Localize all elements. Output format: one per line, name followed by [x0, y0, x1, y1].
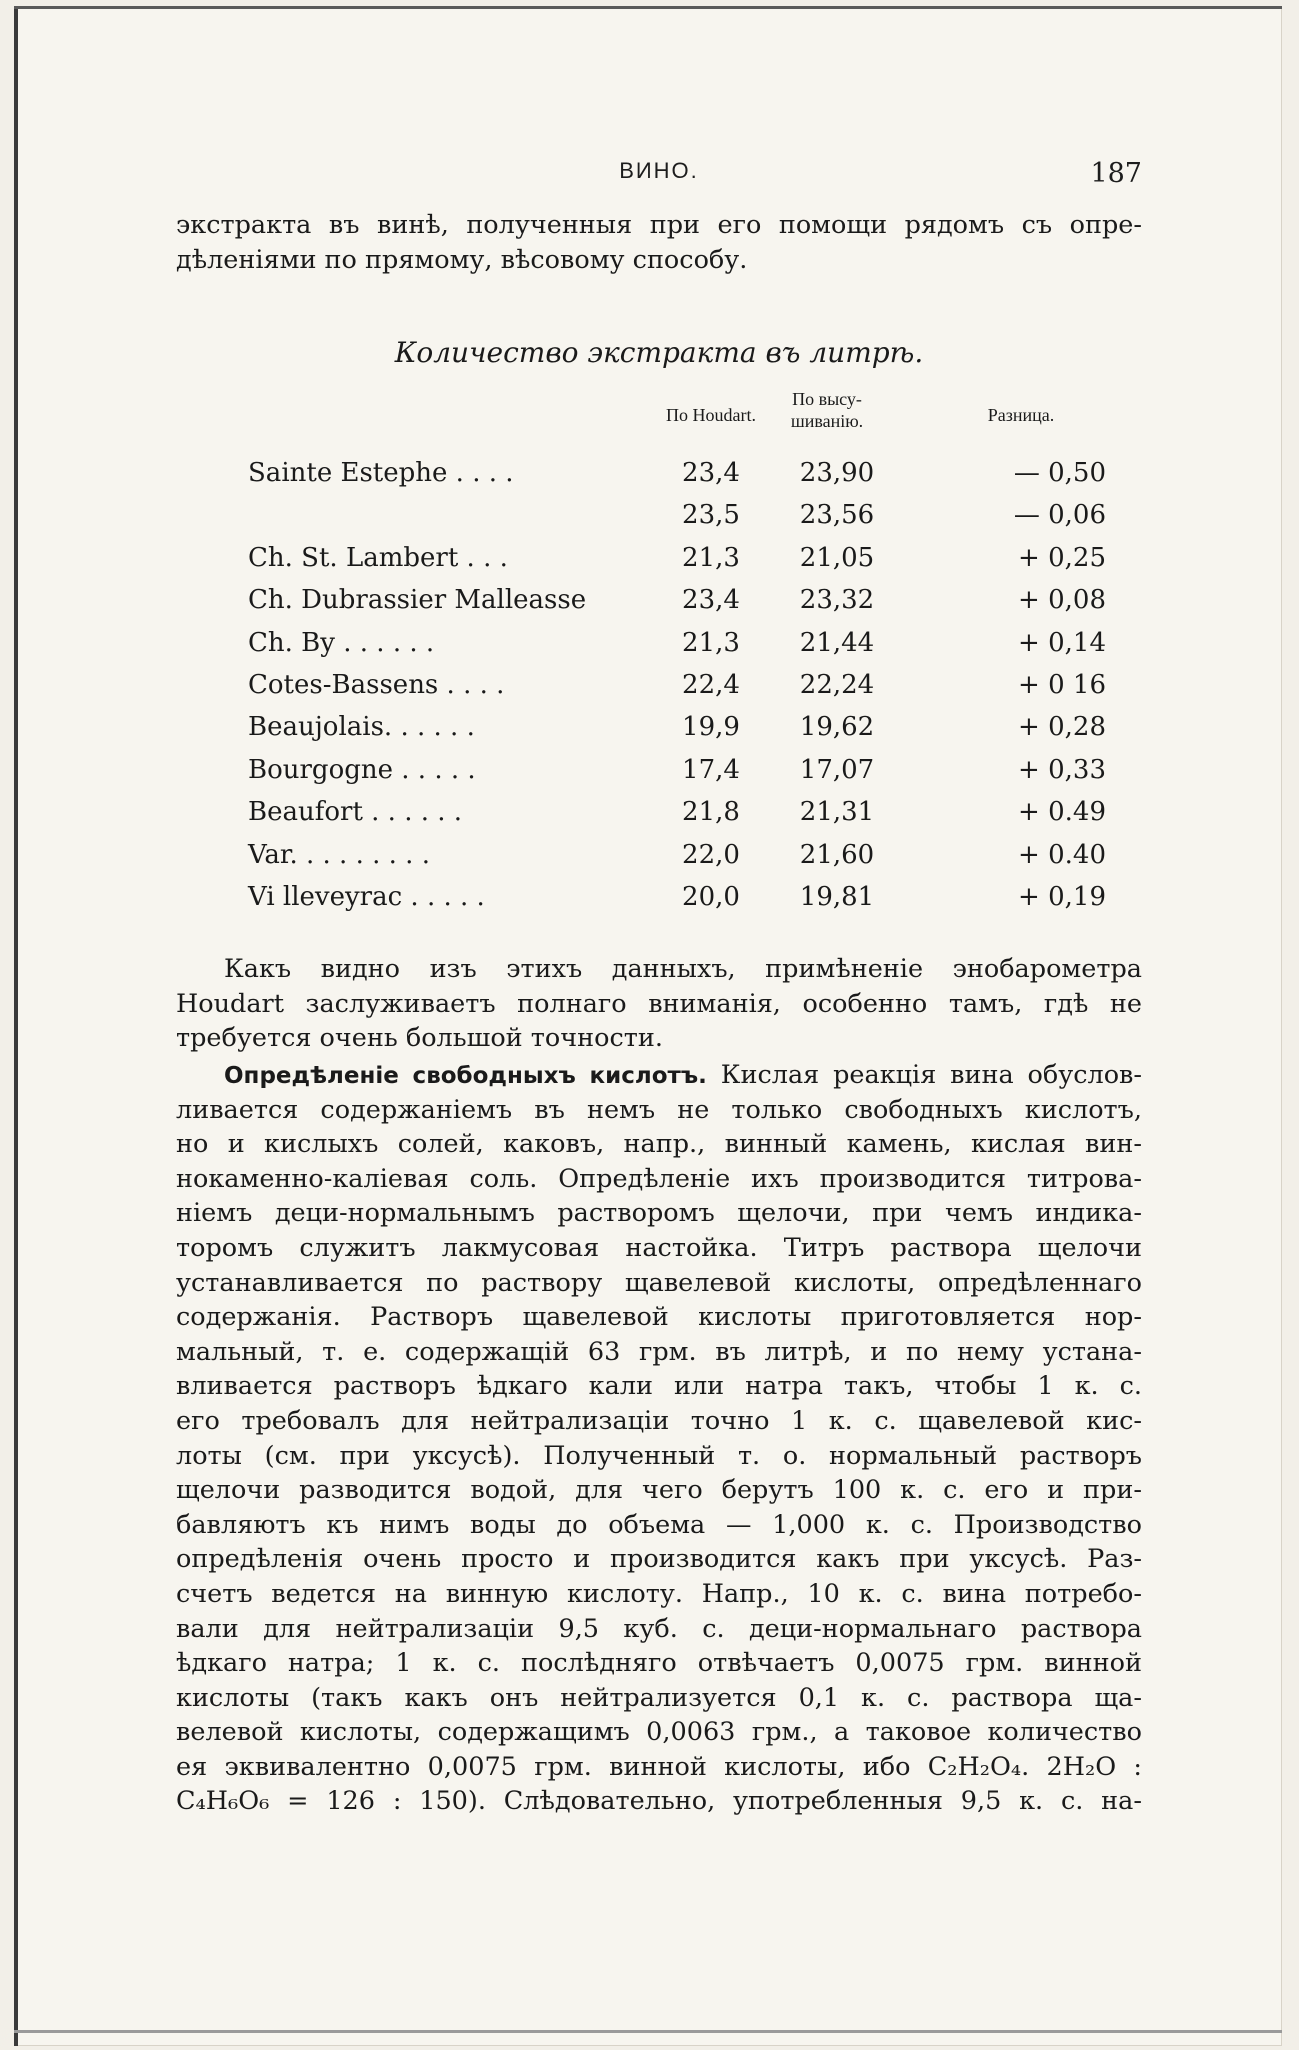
wine-name: Ch. St. Lambert . . .	[248, 542, 508, 573]
wine-name: Cotes-Bassens . . . .	[248, 669, 505, 700]
paragraph-free-acids	[176, 1058, 1142, 1819]
text-line: ливается содержаніемъ въ немъ не только свободныхъ кислотъ,	[176, 1094, 1142, 1125]
wine-name: Ch. By . . . . . .	[248, 627, 435, 658]
value-dried: 21,31	[799, 797, 875, 828]
value-dried: 23,32	[799, 585, 875, 616]
text-line: но и кислыхъ солей, каковъ, напр., винный камень, кислая вин-	[176, 1129, 1142, 1160]
text-line: Houdart заслуживаетъ полнаго вниманія, особенно тамъ, гдѣ не	[176, 988, 1142, 1019]
wine-name: Bourgogne . . . . .	[248, 754, 476, 785]
text-span: Какъ видно изъ этихъ данныхъ, примѣненіе энобарометра	[224, 954, 1142, 984]
value-dried: 19,81	[799, 881, 875, 912]
table-row	[176, 797, 1142, 839]
text-line: вливается растворъ ѣдкаго кали или натра такъ, чтобы 1 к. с.	[176, 1371, 1142, 1402]
column-header-dried-line1: По высу-	[792, 389, 862, 409]
value-difference: — 0,50	[1013, 458, 1106, 488]
text-line: ѣдкаго натра; 1 к. с. послѣдняго отвѣчаетъ 0,0075 грм. винной	[176, 1648, 1142, 1679]
text-line: экстракта въ винѣ, полученныя при его помощи рядомъ съ опре-	[176, 210, 1142, 240]
text-line: требуется очень большой точности.	[176, 1023, 663, 1054]
page-number: 187	[1090, 158, 1142, 189]
value-dried: 21,44	[799, 627, 875, 658]
text-line: велевой кислоты, содержащимъ 0,0063 грм., а таковое количество	[176, 1717, 1142, 1748]
column-header-houdart: По Houdart.	[666, 405, 756, 425]
value-dried: 22,24	[799, 669, 875, 700]
table-row	[176, 670, 1142, 712]
value-difference: + 0 16	[1018, 669, 1106, 700]
value-houdart: 22,4	[682, 669, 740, 700]
value-houdart: 23,5	[682, 500, 740, 531]
page-edge-left	[14, 6, 18, 2046]
text-line: нокаменно-каліевая соль. Опредѣленіе ихъ производится титрова-	[176, 1163, 1142, 1194]
value-dried: 23,56	[799, 500, 875, 531]
value-houdart: 21,3	[682, 542, 740, 573]
value-dried: 23,90	[799, 458, 875, 488]
text-line: вали для нейтрализаціи 9,5 куб. с. деци-нормальнаго раствора	[176, 1613, 1142, 1644]
text-line: бавляютъ къ нимъ воды до объема — 1,000 к. с. Производство	[176, 1509, 1142, 1540]
value-houdart: 17,4	[682, 754, 740, 785]
table-row	[176, 712, 1142, 754]
value-difference: + 0,25	[1018, 542, 1106, 573]
text-line	[176, 1058, 1142, 1093]
text-line: дѣленіями по прямому, вѣсовому способу.	[176, 244, 748, 275]
value-dried: 17,07	[799, 754, 875, 785]
text-line	[176, 952, 1142, 987]
value-houdart: 23,4	[682, 458, 740, 488]
page-edge-bottom	[14, 2030, 1282, 2033]
wine-name: Var. . . . . . . . .	[248, 839, 430, 870]
column-header-dried	[772, 388, 882, 432]
table-header	[176, 388, 1142, 448]
text-line: кислоты (такъ какъ онъ нейтрализуется 0,1 к. с. раствора ща-	[176, 1682, 1142, 1713]
column-header-difference: Разница.	[987, 405, 1055, 425]
text-line: его требовалъ для нейтрализаціи точно 1 к. с. щавелевой кис-	[176, 1405, 1142, 1436]
table-row	[176, 500, 1142, 542]
text-line: щелочи разводится водой, для чего берутъ 100 к. с. его и при-	[176, 1475, 1142, 1506]
wine-name: Beaufort . . . . . .	[248, 797, 463, 828]
value-houdart: 23,4	[682, 585, 740, 616]
table-title: Количество экстракта въ литрѣ.	[394, 336, 924, 369]
text-line: содержанія. Растворъ щавелевой кислоты приготовляется нор-	[176, 1302, 1142, 1333]
table-row	[176, 628, 1142, 670]
value-houdart: 21,8	[682, 797, 740, 828]
table-row	[176, 585, 1142, 627]
text-line: ея эквивалентно 0,0075 грм. винной кислоты, ибо C₂H₂O₄. 2H₂O :	[176, 1751, 1142, 1782]
table-row	[176, 755, 1142, 797]
value-houdart: 22,0	[682, 839, 740, 870]
page-edge-top	[14, 6, 1282, 9]
value-difference: + 0,28	[1018, 712, 1106, 743]
text-line: ніемъ деци-нормальнымъ растворомъ щелочи, при чемъ индика-	[176, 1198, 1142, 1229]
value-dried: 21,60	[799, 839, 875, 870]
value-difference: + 0,33	[1018, 754, 1106, 785]
text-line: опредѣленія очень просто и производится какъ при уксусѣ. Раз-	[176, 1544, 1142, 1575]
page-header	[176, 158, 1142, 190]
table-row	[176, 543, 1142, 585]
value-houdart: 21,3	[682, 627, 740, 658]
table-row	[176, 458, 1142, 500]
value-difference: + 0,14	[1018, 627, 1106, 658]
text-line: устанавливается по раствору щавелевой кислоты, опредѣленнаго	[176, 1267, 1142, 1298]
text-line: лоты (см. при уксусѣ). Полученный т. о. нормальный растворъ	[176, 1440, 1142, 1471]
wine-name: Vi lleveyrac . . . . .	[248, 881, 485, 912]
value-difference: + 0,19	[1018, 881, 1106, 912]
value-difference: — 0,06	[1013, 500, 1106, 531]
value-difference: + 0,08	[1018, 585, 1106, 616]
value-difference: + 0.40	[1018, 839, 1106, 870]
value-houdart: 20,0	[682, 881, 740, 912]
value-dried: 21,05	[799, 542, 875, 573]
value-houdart: 19,9	[682, 712, 740, 743]
running-title: ВИНО.	[619, 158, 699, 183]
column-header-dried-line2: шиванію.	[790, 411, 864, 431]
section-heading: Опредѣленіе свободныхъ кислотъ.	[224, 1063, 707, 1089]
value-difference: + 0.49	[1018, 797, 1106, 828]
text-line: счетъ ведется на винную кислоту. Напр., 10 к. с. вина потребо-	[176, 1578, 1142, 1609]
wine-name: Beaujolais. . . . . .	[248, 712, 475, 743]
value-dried: 19,62	[799, 712, 875, 743]
text-line: торомъ служитъ лакмусовая настойка. Титръ раствора щелочи	[176, 1232, 1142, 1263]
table-row	[176, 882, 1142, 924]
text-line: мальный, т. е. содержащій 63 грм. въ литрѣ, и по нему устана-	[176, 1336, 1142, 1367]
wine-name: Sainte Estephe . . . .	[248, 458, 514, 488]
extract-table	[176, 458, 1142, 924]
intro-paragraph	[176, 208, 1142, 277]
table-row	[176, 840, 1142, 882]
text-span: Кислая реакція вина обуслов-	[720, 1060, 1143, 1090]
paragraph-conclusion	[176, 952, 1142, 1056]
text-line: C₄H₆O₆ = 126 : 150). Слѣдовательно, употребленныя 9,5 к. с. на-	[176, 1786, 1142, 1817]
wine-name: Ch. Dubrassier Malleasse	[248, 585, 587, 616]
